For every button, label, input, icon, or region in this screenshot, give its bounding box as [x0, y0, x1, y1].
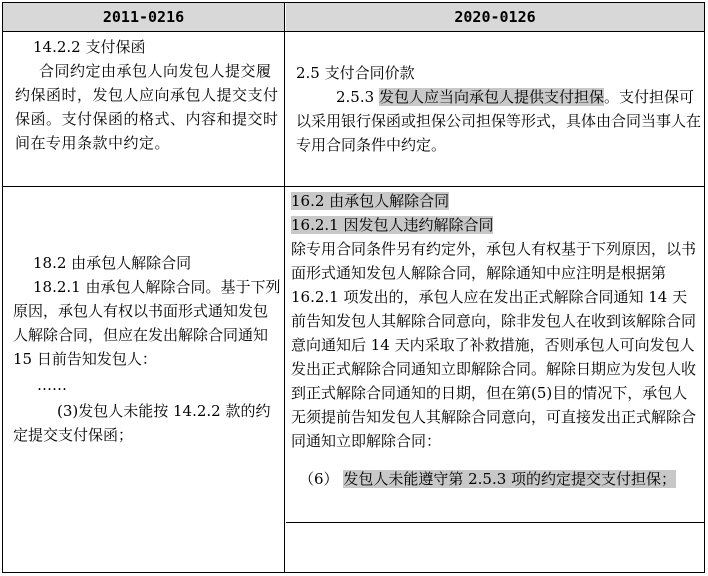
item-number: （6） — [299, 470, 339, 488]
column-divider — [284, 3, 285, 572]
highlighted-text: 发包人应当向承包人提供支付担保 — [378, 88, 604, 106]
clause-body: 除专用合同条件另有约定外，承包人有权基于下列原因，以书面形式通知发包人解除合同，解除通知中应注明是根据第 16.2.1 项发出的，承包人应在发出正式解除合同通知 14 天前告知发包人其解除合同意向，除非发包人在收到该解除合同意向通知后 14 天内采取了补救措施，否则承包人可向发包人发出正式解除合同通知立即解除合同。解除日期应为发包人收到正式解除合同通知的日期，但在第(5)目的情况下，承包人无须提前告知发包人其解除合同意向，可直接发出正式解除合同通知立即解除合同： — [291, 240, 697, 450]
clause-heading: 14.2.2 支付保函 — [33, 38, 146, 56]
clause-item: (3)发包人未能按 14.2.2 款的约定提交支付保函； — [13, 402, 271, 444]
row2-right-cell — [291, 189, 701, 491]
clause-item — [291, 467, 701, 491]
row2-left-cell — [13, 251, 282, 447]
subsection-heading — [291, 213, 701, 237]
clause-heading: 18.2 由承包人解除合同 — [33, 254, 192, 272]
highlighted-item: 发包人未能遵守第 2.5.3 项的约定提交支付担保； — [343, 470, 677, 488]
clause-body: 合同约定由承包人向发包人提交履约保函时，发包人应向承包人提交支付保函。支付保函的格式、内容和提交时间在专用条款中约定。 — [15, 62, 279, 152]
clause-body: 18.2.1 由承包人解除合同。基于下列原因，承包人有权以书面形式通知发包人解除合同，但应在发出解除合同通知 15 日前告知发包人： — [13, 278, 281, 368]
clause-rest: 。支付担保可以采用银行保函或担保公司担保等形式，具体由合同当事人在专用合同条件中约定。 — [296, 88, 702, 154]
clause-body — [296, 85, 701, 157]
comparison-table — [2, 2, 705, 573]
ellipsis: …… — [37, 376, 67, 394]
row1-left-cell — [15, 35, 283, 155]
highlighted-heading: 16.2 由承包人解除合同 — [291, 192, 450, 210]
highlighted-subheading: 16.2.1 因发包人违约解除合同 — [291, 216, 494, 234]
header-divider — [3, 31, 704, 32]
column-header-2020: 2020-0126 — [286, 3, 704, 31]
row-divider — [3, 186, 704, 187]
row-divider-right — [286, 522, 704, 523]
row1-right-cell — [296, 61, 701, 157]
clause-heading: 2.5 支付合同价款 — [296, 64, 415, 82]
clause-number: 2.5.3 — [336, 88, 375, 106]
column-header-2011: 2011-0216 — [3, 3, 285, 31]
section-heading — [291, 189, 701, 213]
